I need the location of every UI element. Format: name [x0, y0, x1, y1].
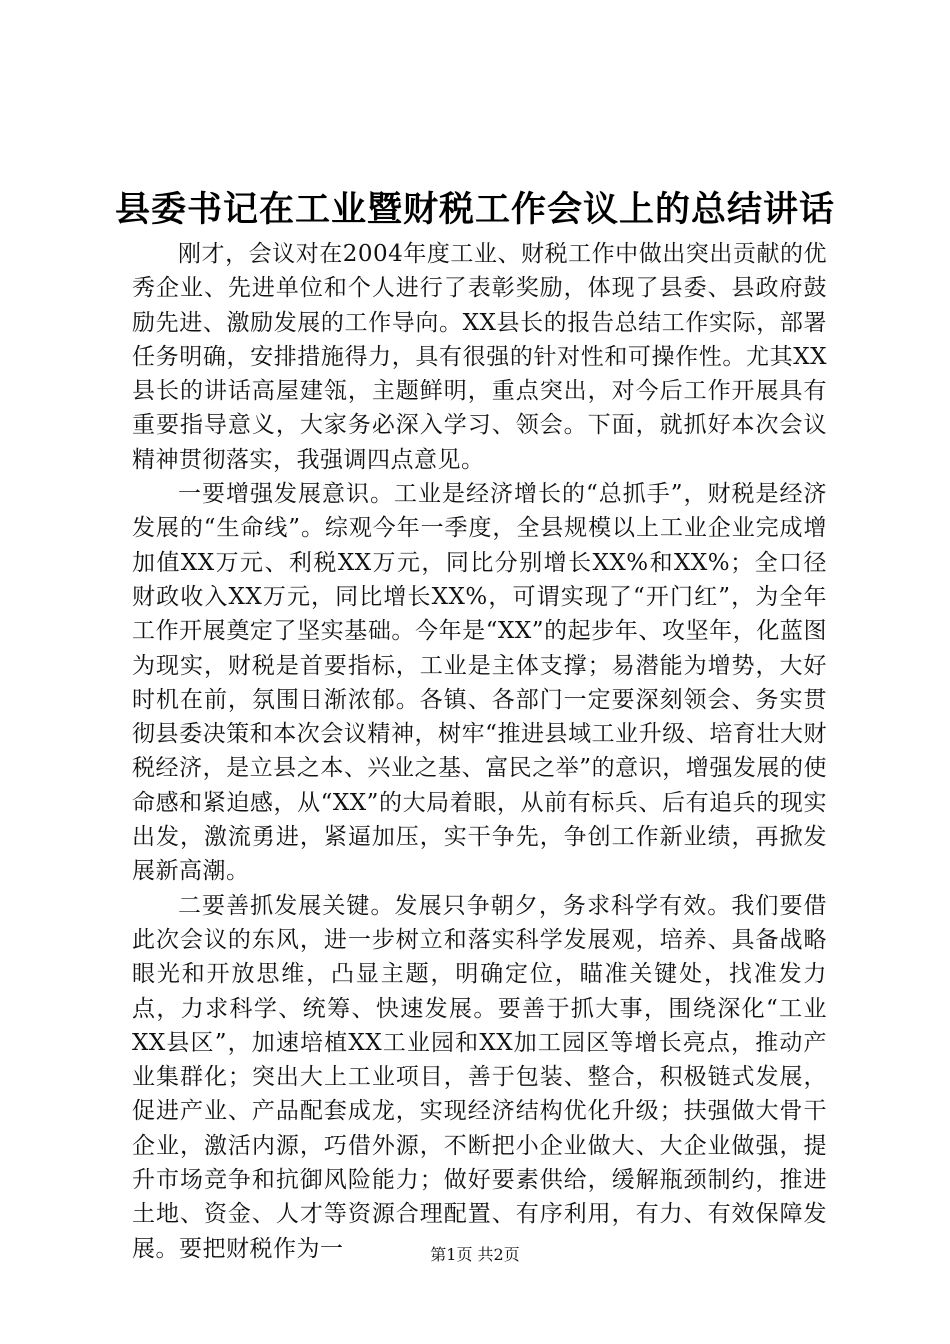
document-title: 县委书记在工业暨财税工作会议上的总结讲话 [114, 189, 835, 230]
page-footer: 第1页 共2页 [430, 1245, 520, 1264]
paragraph-point-two: 二要善抓发展关键。发展只争朝夕，务求科学有效。我们要借此次会议的东风，进一步树立和落实科学发展观，培养、具备战略眼光和开放思维，凸显主题，明确定位，瞄准关键处，找准发力点，力求科学、统筹、快速发展。要善于抓大事，围绕深化“工业XX县区”，加速培植XX工业园和XX加工园区等增长亮点，推动产业集群化；突出大上工业项目，善于包装、整合，积极链式发展，促进产业、产品配套成龙，实现经济结构优化升级；扶强做大骨干企业，激活内源，巧借外源，不断把小企业做大、大企业做强，提升市场竞争和抗御风险能力；做好要素供给，缓解瓶颈制约，推进土地、资金、人才等资源合理配置、有序利用，有力、有效保障发展。要把财税作为一 [132, 892, 827, 1262]
document-body [132, 237, 827, 1266]
paragraph-intro: 刚才，会议对在2004年度工业、财税工作中做出突出贡献的优秀企业、先进单位和个人进行了表彰奖励，体现了县委、县政府鼓励先进、激励发展的工作导向。XX县长的报告总结工作实际，部署任务明确，安排措施得力，具有很强的针对性和可操作性。尤其XX县长的讲话高屋建瓴，主题鲜明，重点突出，对今后工作开展具有重要指导意义，大家务必深入学习、领会。下面，就抓好本次会议精神贯彻落实，我强调四点意见。 [132, 241, 827, 473]
paragraph-point-one: 一要增强发展意识。工业是经济增长的“总抓手”，财税是经济发展的“生命线”。综观今年一季度，全县规模以上工业企业完成增加值XX万元、利税XX万元，同比分别增长XX%和XX%；全口径财政收入XX万元，同比增长XX%，可谓实现了“开门红”，为全年工作开展奠定了坚实基础。今年是“XX”的起步年、攻坚年，化蓝图为现实，财税是首要指标，工业是主体支撑；易潜能为增势，大好时机在前，氛围日渐浓郁。各镇、各部门一定要深刻领会、务实贯彻县委决策和本次会议精神，树牢“推进县域工业升级、培育壮大财税经济，是立县之本、兴业之基、富民之举”的意识，增强发展的使命感和紧迫感，从“XX”的大局着眼，从前有标兵、后有追兵的现实出发，激流勇进，紧逼加压，实干争先，争创工作新业绩，再掀发展新高潮。 [132, 481, 827, 885]
